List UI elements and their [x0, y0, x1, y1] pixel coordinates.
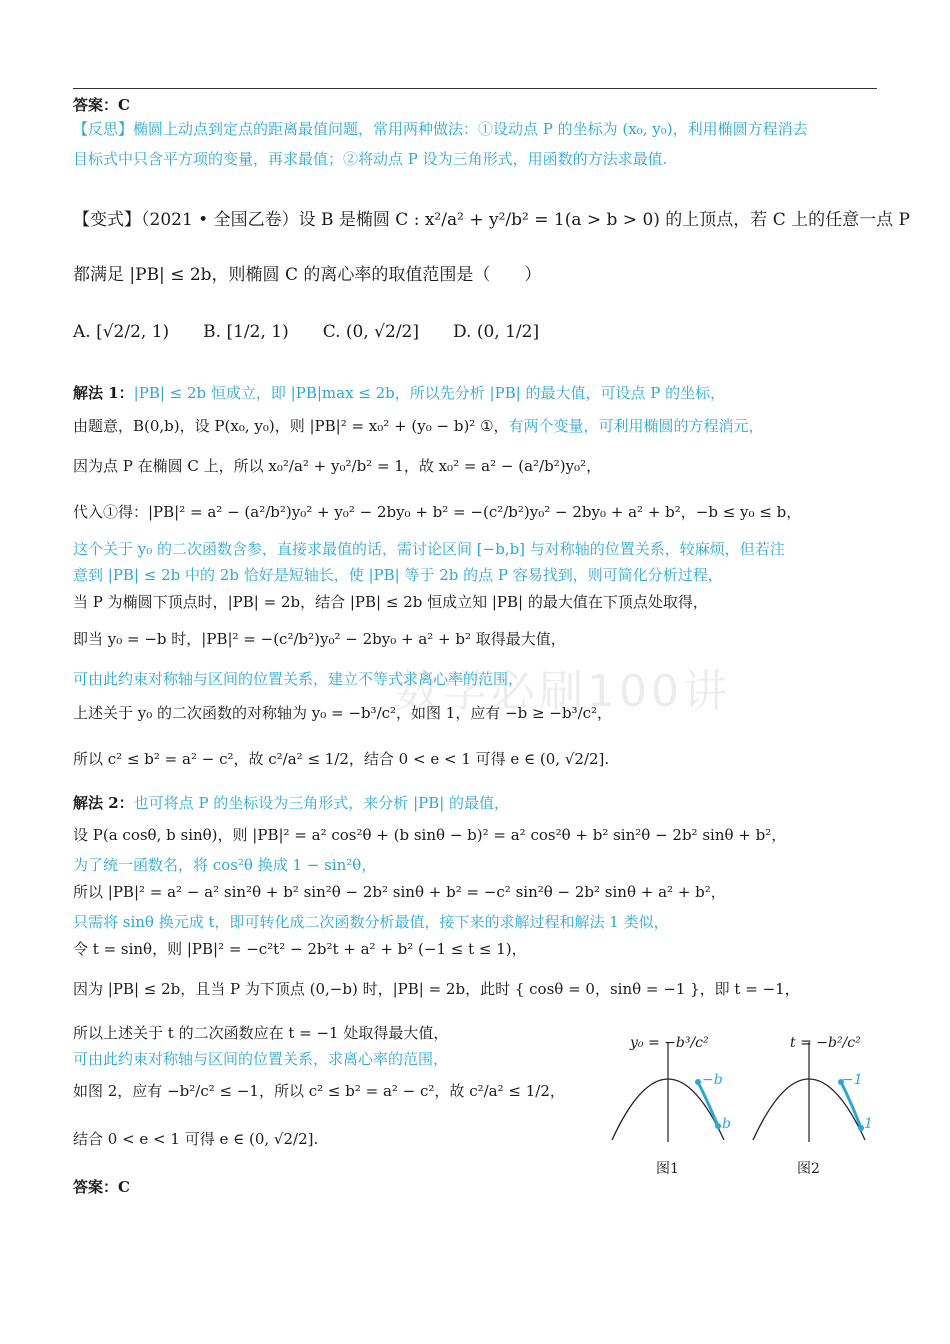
- answer-bottom: 答案：C: [73, 1178, 130, 1196]
- figure-2-caption: 图2: [797, 1161, 820, 1177]
- solution1-line-9: 可由此约束对称轴与区间的位置关系，建立不等式求离心率的范围，: [73, 670, 524, 688]
- solution1-line-4: 代入①得：|PB|² = a² − (a²/b²)y₀² + y₀² − 2by₀ + b² = −(c²/b²)y₀² − 2by₀ + a² + b²，−b ≤ y₀ ≤ b，: [73, 503, 802, 521]
- solution2-line-8: 所以上述关于 t 的二次函数应在 t = −1 处取得最大值，: [73, 1024, 449, 1042]
- figure-2-interval: [841, 1082, 861, 1128]
- solution1-line-10: 上述关于 y₀ 的二次函数的对称轴为 y₀ = −b³/c²，如图 1，应有 −b ≥ −b³/c²，: [73, 704, 613, 722]
- solution2-line-3: 为了统一函数名，将 cos²θ 换成 1 − sin²θ，: [73, 856, 377, 874]
- solution1-line-6: 意到 |PB| ≤ 2b 中的 2b 恰好是短轴长，使 |PB| 等于 2b 的点 P 容易找到，则可简化分析过程，: [73, 566, 723, 584]
- reflection-line-2: 目标式中只含平方项的变量，再求最值；②将动点 P 设为三角形式，用函数的方法求最值.: [73, 150, 668, 168]
- solution1-line-11: 所以 c² ≤ b² = a² − c²，故 c²/a² ≤ 1/2，结合 0 < e < 1 可得 e ∈ (0, √2/2].: [73, 750, 610, 768]
- solution2-text-1: 也可将点 P 的坐标设为三角形式，来分析 |PB| 的最值，: [133, 794, 510, 812]
- figure-1-axis-label: y₀ = −b³/c²: [630, 1035, 709, 1051]
- solution1-text-2a: 由题意，B(0,b)，设 P(x₀, y₀)，则 |PB|² = x₀² + (y₀ − b)² ①，: [73, 417, 509, 435]
- solution2-line-4: 所以 |PB|² = a² − a² sin²θ + b² sin²θ − 2b² sinθ + b² = −c² sin²θ − 2b² sinθ + a² + b²，: [73, 883, 726, 901]
- figure-2-point-label-1: −1: [842, 1072, 863, 1088]
- figure-1-point-neg-b: [695, 1079, 701, 1085]
- solution2-line-9: 可由此约束对称轴与区间的位置关系，求离心率的范围，: [73, 1050, 449, 1068]
- solution1-line-3: 因为点 P 在椭圆 C 上，所以 x₀²/a² + y₀²/b² = 1，故 x₀² = a² − (a²/b²)y₀²，: [73, 457, 602, 475]
- answer-top: 答案：C: [73, 96, 130, 114]
- solution1-line-5: 这个关于 y₀ 的二次函数含参，直接求最值的话，需讨论区间 [−b,b] 与对称轴的位置关系，较麻烦，但若注: [73, 540, 785, 558]
- solution2-line-10: 如图 2，应有 −b²/c² ≤ −1，所以 c² ≤ b² = a² − c²，故 c²/a² ≤ 1/2，: [73, 1082, 565, 1100]
- watermark: 数学必刷100讲: [395, 666, 731, 717]
- solution1-line-8: 即当 y₀ = −b 时，|PB|² = −(c²/b²)y₀² − 2by₀ + a² + b² 取得最大值，: [73, 630, 566, 648]
- solution2-label: 解法 2：: [73, 794, 134, 812]
- problem-line-1: 【变式】（2021 • 全国乙卷）设 B 是椭圆 C : x²/a² + y²/b² = 1(a > b > 0) 的上顶点，若 C 上的任意一点 P: [73, 210, 910, 230]
- figure-1-point-label-2: b: [722, 1116, 731, 1132]
- top-rule: [73, 88, 877, 89]
- solution2-line-11: 结合 0 < e < 1 可得 e ∈ (0, √2/2].: [73, 1130, 319, 1148]
- solution2-line-7: 因为 |PB| ≤ 2b，且当 P 为下顶点 (0,−b) 时，|PB| = 2b，此时 { cosθ = 0，sinθ = −1 }，即 t = −1，: [73, 980, 800, 998]
- solution2-line-5: 只需将 sinθ 换元成 t，即可转化成二次函数分析最值，接下来的求解过程和解法 1 类似，: [73, 913, 669, 931]
- figure-1-point-label-1: −b: [702, 1072, 723, 1088]
- reflection-line-1: 【反思】椭圆上动点到定点的距离最值问题，常用两种做法：①设动点 P 的坐标为 (x₀, y₀)，利用椭圆方程消去: [73, 120, 808, 138]
- solution1-label: 解法 1：: [73, 384, 134, 402]
- figure-1-interval: [698, 1082, 718, 1126]
- solution1-text-1: |PB| ≤ 2b 恒成立，即 |PB|max ≤ 2b，所以先分析 |PB| 的最大值，可设点 P 的坐标，: [133, 384, 726, 402]
- solution2-line-6: 令 t = sinθ，则 |PB|² = −c²t² − 2b²t + a² + b² (−1 ≤ t ≤ 1)，: [73, 940, 527, 958]
- figure-1-caption: 图1: [656, 1161, 679, 1177]
- solution1-line-7: 当 P 为椭圆下顶点时，|PB| = 2b，结合 |PB| ≤ 2b 恒成立知 |PB| 的最大值在下顶点处取得，: [73, 593, 708, 611]
- solution1-text-2b: 有两个变量，可利用椭圆的方程消元，: [508, 417, 764, 435]
- solution1-line-2: [73, 417, 764, 435]
- solution2-line-1: [73, 794, 509, 812]
- problem-line-2: 都满足 |PB| ≤ 2b，则椭圆 C 的离心率的取值范围是（ ）: [73, 265, 542, 285]
- solution1-line-1: [73, 384, 725, 402]
- figure-1-point-b: [715, 1123, 721, 1129]
- problem-options: A. [√2/2, 1) B. [1/2, 1) C. (0, √2/2] D. (0, 1/2]: [73, 322, 540, 342]
- solution2-line-2: 设 P(a cosθ, b sinθ)，则 |PB|² = a² cos²θ + (b sinθ − b)² = a² cos²θ + b² sin²θ − 2b² sinθ + b²，: [73, 826, 787, 844]
- figure-2-axis-label: t = −b²/c²: [790, 1035, 861, 1051]
- figure-2-point-label-2: 1: [864, 1116, 873, 1132]
